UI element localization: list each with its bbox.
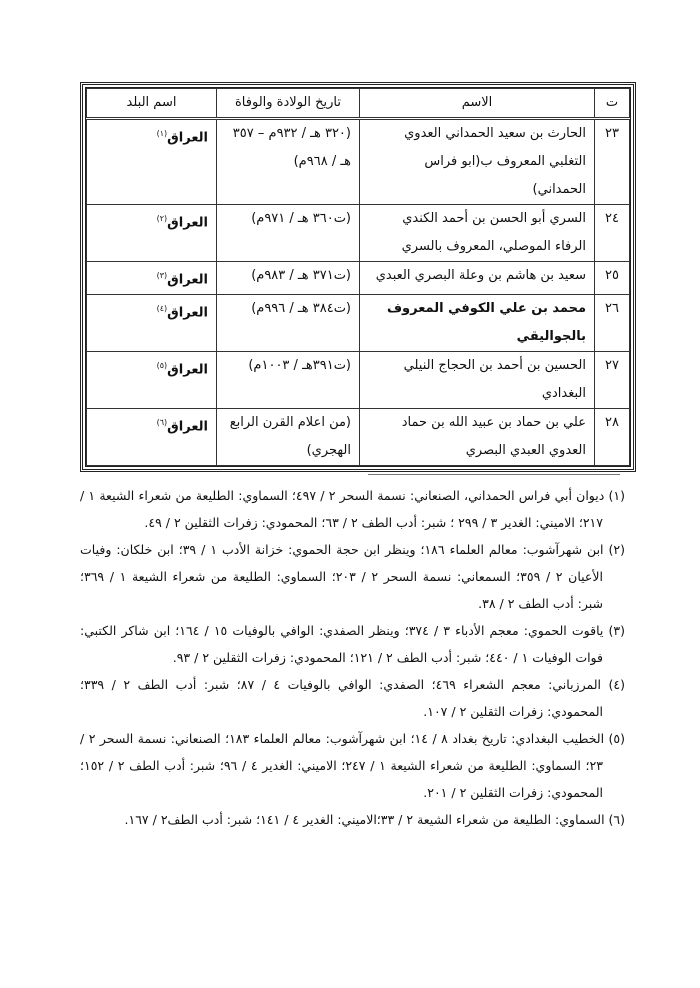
row-number: ٢٨ [595,409,630,466]
table-row [87,295,630,352]
poet-dates: (ت٣٨٤ هـ / ٩٩٦م) [217,295,360,352]
header-no: ت [595,89,630,119]
poet-dates: (٣٢٠ هـ / ٩٣٢م – ٣٥٧ هـ / ٩٦٨م) [217,119,360,205]
poet-name: سعيد بن هاشم بن وعلة البصري العبدي [360,262,595,295]
footnote-ref[interactable]: (٥) [156,361,168,371]
footnote-ref[interactable]: (٣) [156,271,168,280]
footnote-ref[interactable]: (٦) [156,418,168,428]
table-row [87,409,630,466]
poet-country [87,205,217,262]
footnote: (٤) المرزباني: معجم الشعراء ٤٦٩؛ الصفدي: الوافي بالوفيات ٤ / ٨٧؛ شبر: أدب الطف ٢ / ٣٣٩؛ المحمودي: زفرات الثقلين ٢ / ١٠٧. [80,677,625,719]
poet-name: الحسين بن أحمد بن الحجاج النيلي البغدادي [360,352,595,409]
row-number: ٢٧ [595,352,630,409]
poet-country [87,352,217,409]
country-name: العراق [167,215,208,231]
poet-dates: (ت٣٦٠ هـ / ٩٧١م) [217,205,360,262]
poet-name: الحارث بن سعيد الحمداني العدوي التغلبي المعروف ب(ابو فراس الحمداني) [360,119,595,205]
row-number: ٢٣ [595,119,630,205]
poet-country [87,119,217,205]
footnote-ref[interactable]: (١) [156,129,168,138]
footnote: (٣) ياقوت الحموي: معجم الأدباء ٣ / ٣٧٤؛ وينظر الصفدي: الوافي بالوفيات ١٥ / ١٦٤؛ ابن شاكر الكتبي: فوات الوفيات ١ / ٤٤٠؛ شبر: أدب الطف ٢ / ١٢١؛ المحمودي: زفرات الثقلين ٢ / ٩٣. [80,623,625,665]
footnote: (١) ديوان أبي فراس الحمداني، الصنعاني: نسمة السحر ٢ / ٤٩٧؛ السماوي: الطليعة من شعراء الشيعة ١ / ٢١٧؛ الاميني: الغدير ٣ / ٢٩٩ ؛ شبر: أدب الطف ٢ / ٦٣؛ المحمودي: زفرات الثقلين ٢ / ٤٩. [80,488,626,530]
poet-name: السري أبو الحسن بن أحمد الكندي الرفاء الموصلي، المعروف بالسري [360,205,595,262]
header-dates: تاريخ الولادة والوفاة [217,89,360,119]
country-name: العراق [167,272,208,288]
poets-table [86,88,630,466]
poets-table-frame [82,84,634,470]
footnote-separator [368,474,620,475]
poet-country [87,295,217,352]
header-country: اسم البلد [87,89,217,119]
country-name: العراق [167,305,208,321]
table-row [87,205,630,262]
poet-dates: (ت٣٧١ هـ / ٩٨٣م) [217,262,360,295]
poet-dates: (ت٣٩١هـ / ١٠٠٣م) [217,352,360,409]
country-name: العراق [167,419,208,435]
poet-country [87,409,217,466]
footnote-ref[interactable]: (٢) [156,214,168,223]
poet-country [87,262,217,295]
row-number: ٢٥ [595,262,630,295]
poet-name: علي بن حماد بن عبيد الله بن حماد العدوي العبدي البصري [360,409,595,466]
row-number: ٢٦ [595,295,630,352]
footnote-ref[interactable]: (٤) [156,304,168,314]
table-row [87,119,630,205]
poet-dates: (من اعلام القرن الرابع الهجري) [217,409,360,466]
poet-name: محمد بن علي الكوفي المعروف بالجواليقي [360,295,595,352]
table-row [87,352,630,409]
country-name: العراق [167,362,208,378]
table-row [87,262,630,295]
country-name: العراق [167,130,208,146]
footnote: (٦) السماوي: الطليعة من شعراء الشيعة ٢ / ٣٣؛الاميني: الغدير ٤ / ١٤١؛ شبر: أدب الطف٢ / ١٦٧. [124,812,625,827]
row-number: ٢٤ [595,205,630,262]
header-name: الاسم [360,89,595,119]
footnotes [80,482,625,833]
table-header-row [87,89,630,119]
footnote: (٢) ابن شهرآشوب: معالم العلماء ١٨٦؛ وينظر ابن حجة الحموي: خزانة الأدب ١ / ٣٩؛ ابن خلكان: وفيات الأعيان ٢ / ٣٥٩؛ السمعاني: نسمة السحر ٢ / ٢٠٣؛ السماوي: الطليعة من شعراء الشيعة ١ / ٣٦٩؛ شبر: أدب الطف ٢ / ٣٨. [80,542,625,611]
footnote: (٥) الخطيب البغدادي: تاريخ بغداد ٨ / ١٤؛ ابن شهرآشوب: معالم العلماء ١٨٣؛ الصنعاني: نسمة السحر ٢ / ٢٣؛ السماوي: الطليعة من شعراء الشيعة ١ / ٢٤٧؛ الاميني: الغدير ٤ / ٩٦؛ شبر: أدب الطف ٢ / ١٥٢؛ المحمودي: زفرات الثقلين ٢ / ٢٠١. [80,731,625,800]
